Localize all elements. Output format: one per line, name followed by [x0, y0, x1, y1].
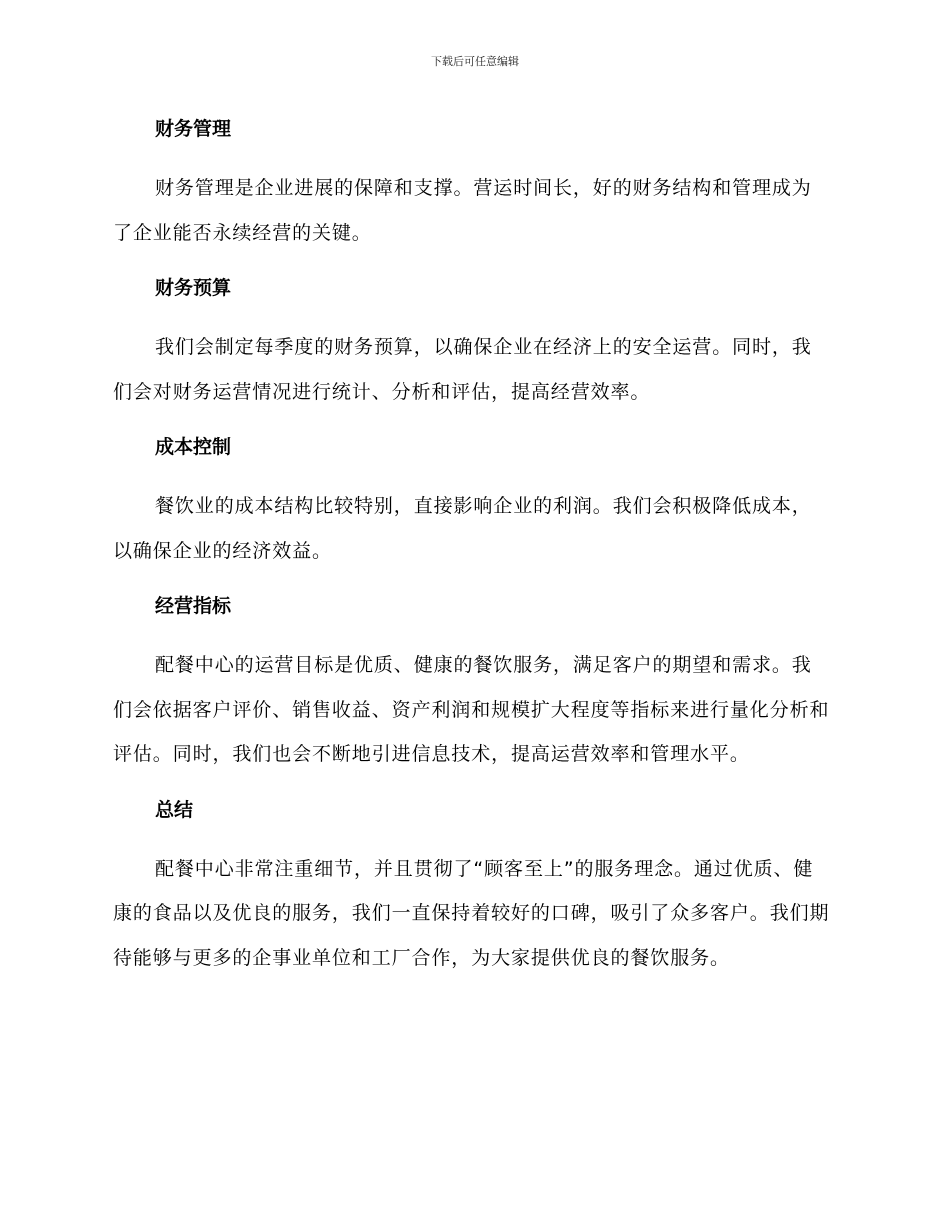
section-paragraph-operating-indicators: 配餐中心的运营目标是优质、健康的餐饮服务，满足客户的期望和需求。我们会依据客户评价、销售收益、资产利润和规模扩大程度等指标来进行量化分析和评估。同时，我们也会不断地引进信息技术，提高运营效率和管理水平。 [113, 654, 830, 765]
section-heading-finance-management: 财务管理 [155, 118, 232, 140]
section-heading-finance-budget: 财务预算 [155, 277, 232, 299]
section-paragraph-finance-budget: 我们会制定每季度的财务预算，以确保企业在经济上的安全运营。同时，我们会对财务运营情况进行统计、分析和评估，提高经营效率。 [113, 336, 812, 403]
section-paragraph-cost-control: 餐饮业的成本结构比较特别，直接影响企业的利润。我们会积极降低成本，以确保企业的经济效益。 [113, 495, 812, 562]
section-paragraph-summary: 配餐中心非常注重细节，并且贯彻了“顾客至上”的服务理念。通过优质、健康的食品以及优良的服务，我们一直保持着较好的口碑，吸引了众多客户。我们期待能够与更多的企事业单位和工厂合作，为大家提供优良的餐饮服务。 [113, 857, 830, 969]
section-heading-cost-control: 成本控制 [155, 436, 232, 458]
page-header-note: 下载后可任意编辑 [431, 55, 519, 68]
section-heading-operating-indicators: 经营指标 [155, 595, 232, 617]
section-heading-summary: 总结 [155, 798, 194, 821]
document-body [113, 112, 831, 996]
section-paragraph-finance-management: 财务管理是企业进展的保障和支撑。营运时间长，好的财务结构和管理成为了企业能否永续经营的关键。 [113, 177, 812, 244]
